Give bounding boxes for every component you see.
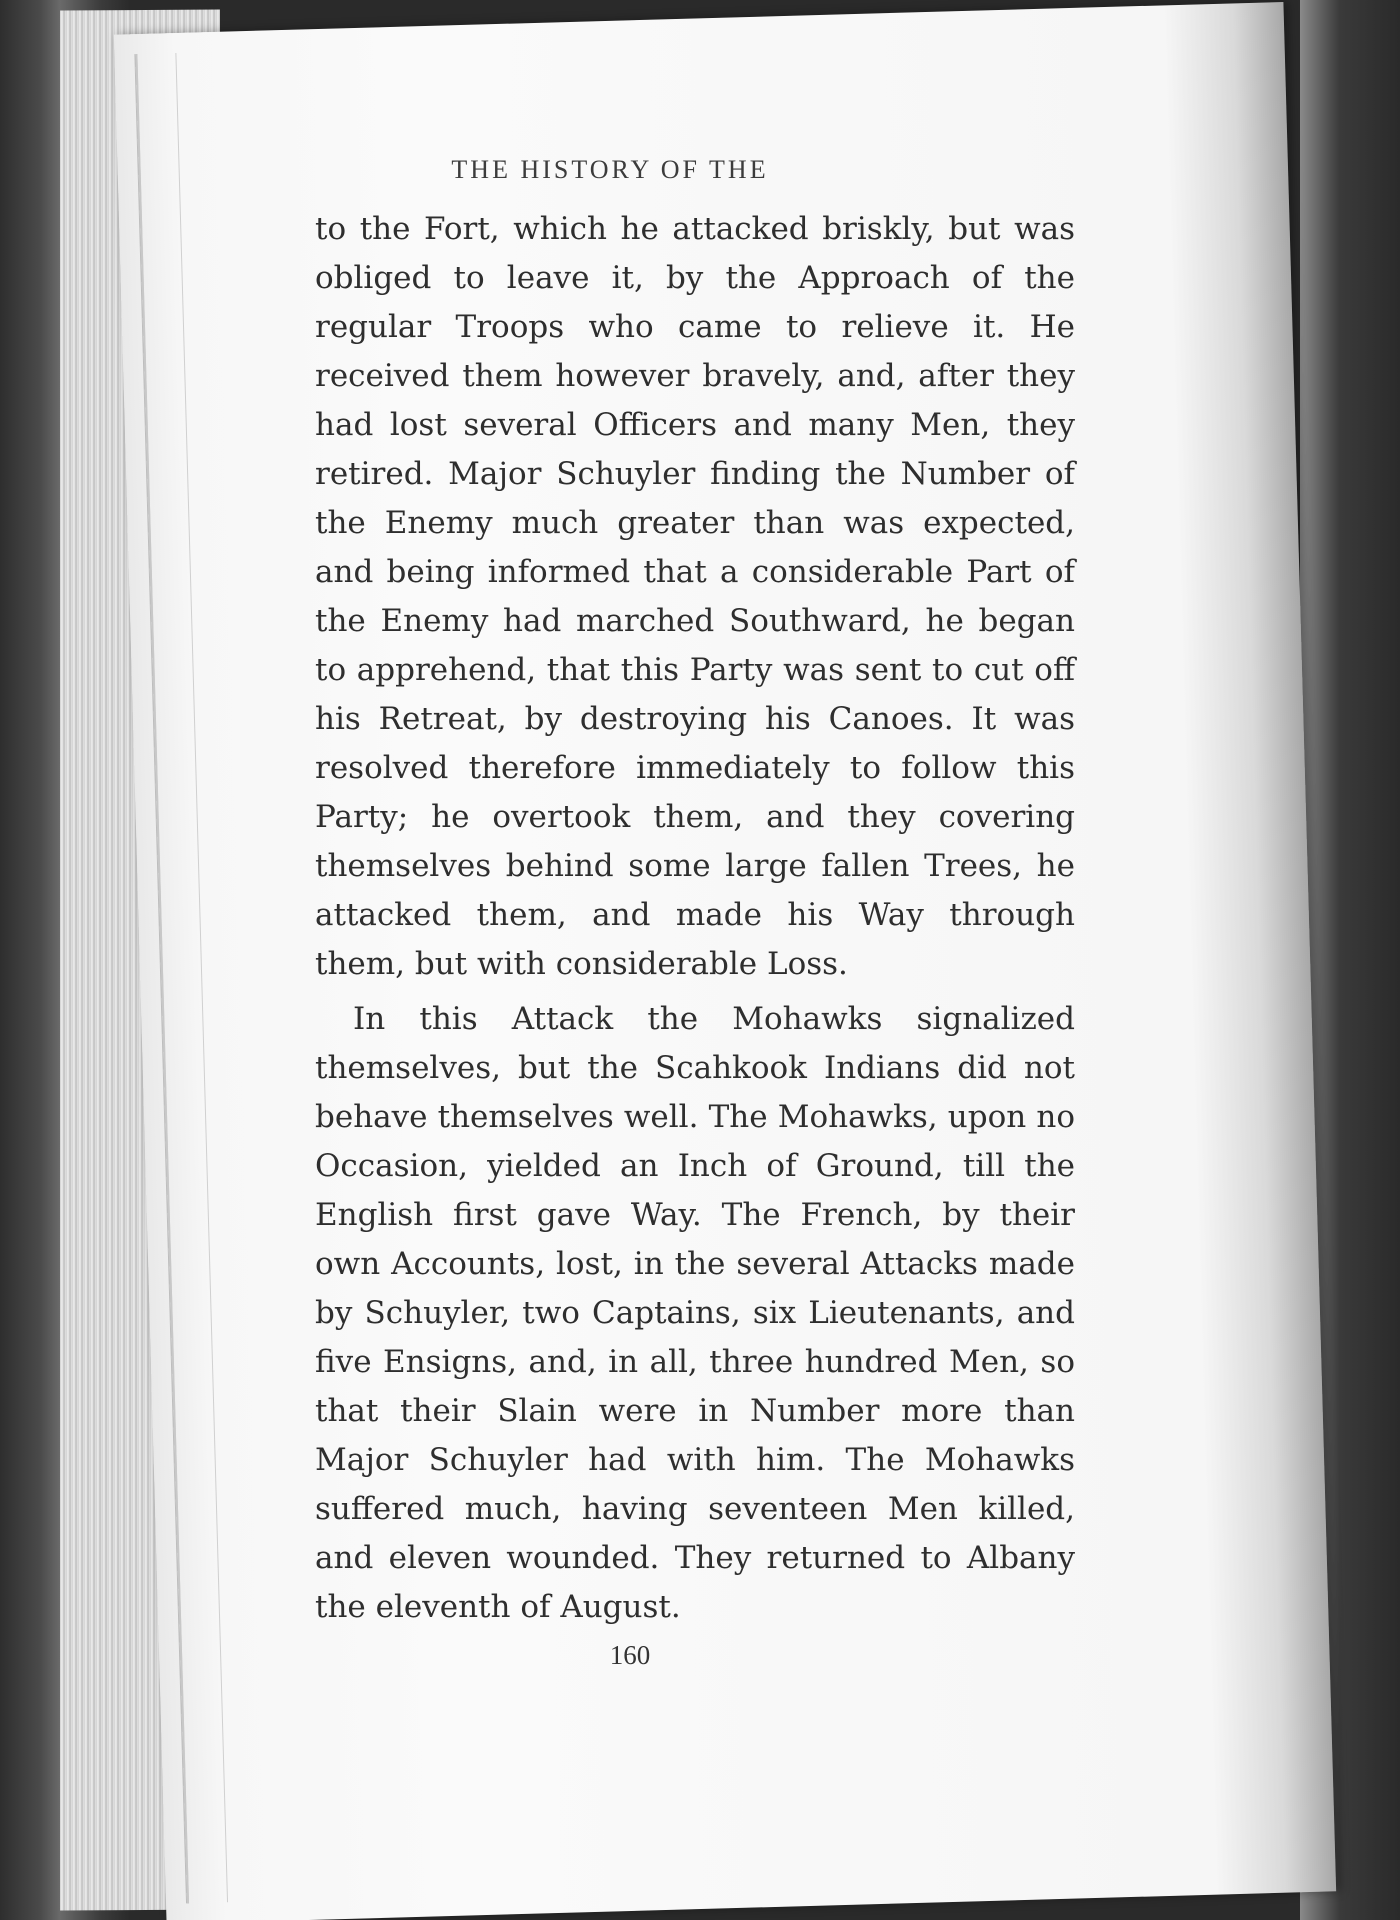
paragraph-2: In this Attack the Mohawks signalized themselves, but the Scahkook Indians did not behave themselves well. The Mohawks, upon no Occasion, yielded an Inch of Ground, till the English first gave Way. The French, by their own Accounts, lost, in the several Attacks made by Schuyler, two Captains, six Lieutenants, and five Ensigns, and, in all, three hundred Men, so that their Slain were in Number more than Major Schuyler had with him. The Mohawks suffered much, having seventeen Men killed, and eleven wounded. They returned to Albany the eleventh of August. xyxy=(315,1001,1075,1625)
body-text xyxy=(315,205,1075,1632)
page-number: 160 xyxy=(609,1640,651,1670)
paragraph-1: to the Fort, which he attacked briskly, but was obliged to leave it, by the Approach of the regular Troops who came to relieve it. He received them however bravely, and, after they had lost several Officers and many Men, they retired. Major Schuyler finding the Number of the Enemy much greater than was expected, and being informed that a considerable Part of the Enemy had marched Southward, he began to apprehend, that this Party was sent to cut off his Retreat, by destroying his Canoes. It was resolved therefore immediately to follow this Party; he overtook them, and they covering themselves behind some large fallen Trees, he attacked them, and made his Way through them, but with considerable Loss. xyxy=(315,211,1075,982)
running-head: THE HISTORY OF THE xyxy=(451,155,769,184)
